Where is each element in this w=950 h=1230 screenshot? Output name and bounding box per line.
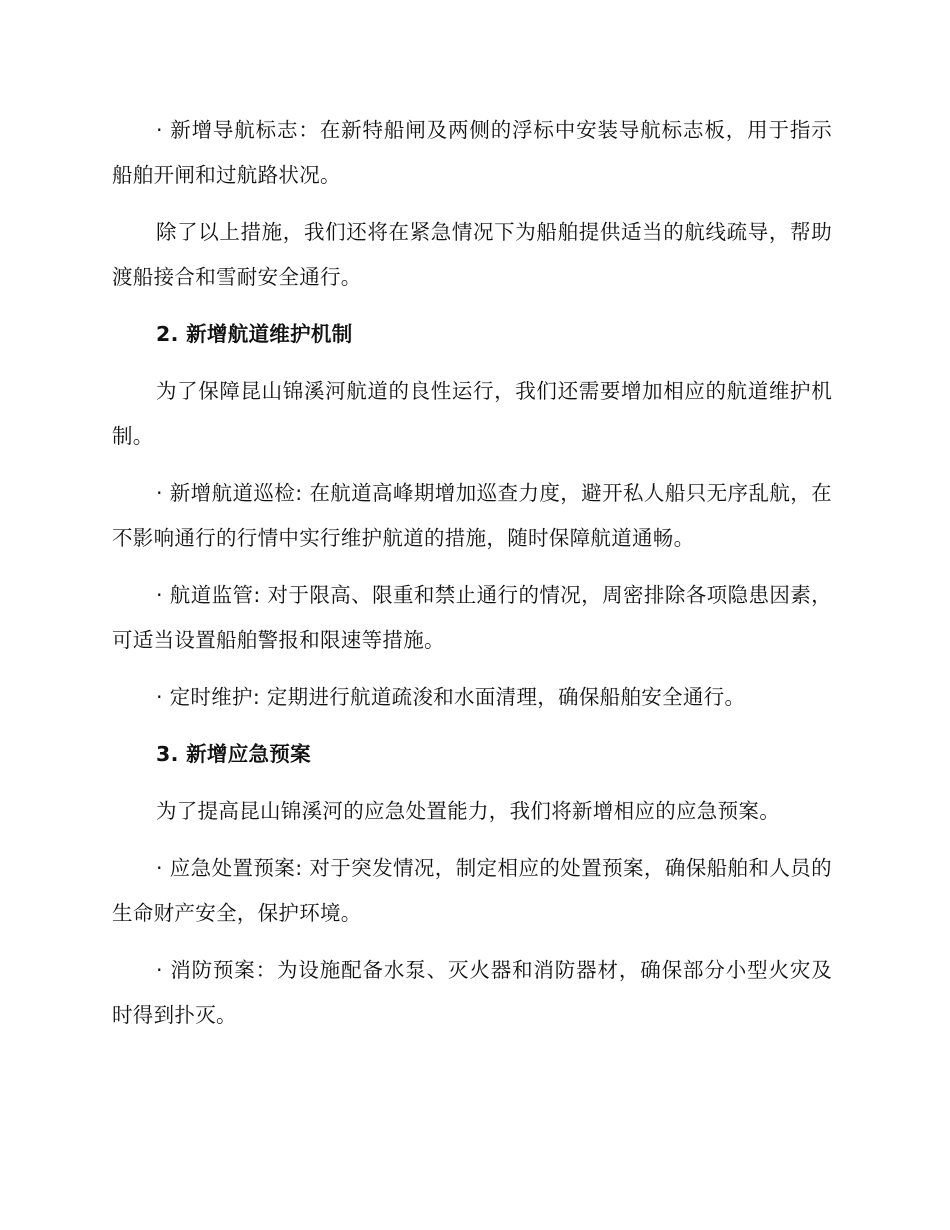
bullet-channel-supervision: · 航道监管: 对于限高、限重和禁止通行的情况，周密排除各项隐患因素，可适当设置船舶警报和限速等措施。 [112, 583, 832, 652]
bullet-scheduled-maintenance: · 定时维护: 定期进行航道疏浚和水面清理，确保船舶安全通行。 [156, 685, 746, 709]
paragraph-spacer [112, 720, 832, 732]
paragraph-maintenance-intro: 为了保障昆山锦溪河航道的良性运行，我们还需要增加相应的航道维护机制。 [112, 379, 832, 448]
paragraph-spacer [112, 459, 832, 471]
document-page [112, 108, 832, 1038]
paragraph-spacer [112, 777, 832, 789]
bullet-channel-patrol: · 新增航道巡检: 在航道高峰期增加巡查力度，避开私人船只无序乱航，在不影响通行的行情中实行维护航道的措施，随时保障航道通畅。 [112, 481, 832, 550]
paragraph-spacer [112, 357, 832, 369]
paragraph-emergency-intro: 为了提高昆山锦溪河的应急处置能力，我们将新增相应的应急预案。 [156, 799, 780, 823]
paragraph-spacer [112, 834, 832, 846]
section-heading-emergency-plan: 3. 新增应急预案 [156, 742, 311, 766]
section-heading-maintenance: 2. 新增航道维护机制 [156, 322, 353, 346]
bullet-navigation-signs: · 新增导航标志：在新特船闸及两侧的浮标中安装导航标志板，用于指示船舶开闸和过航路状况。 [112, 118, 832, 187]
paragraph-spacer [112, 936, 832, 948]
bullet-emergency-response: · 应急处置预案: 对于突发情况，制定相应的处置预案，确保船舶和人员的生命财产安全，保护环境。 [112, 856, 832, 925]
paragraph-emergency-guidance: 除了以上措施，我们还将在紧急情况下为船舶提供适当的航线疏导，帮助渡船接合和雪耐安全通行。 [112, 220, 832, 289]
paragraph-spacer [112, 561, 832, 573]
bullet-fire-plan: · 消防预案：为设施配备水泵、灭火器和消防器材，确保部分小型火灾及时得到扑灭。 [112, 958, 832, 1027]
paragraph-spacer [112, 300, 832, 312]
paragraph-spacer [112, 663, 832, 675]
paragraph-spacer [112, 198, 832, 210]
